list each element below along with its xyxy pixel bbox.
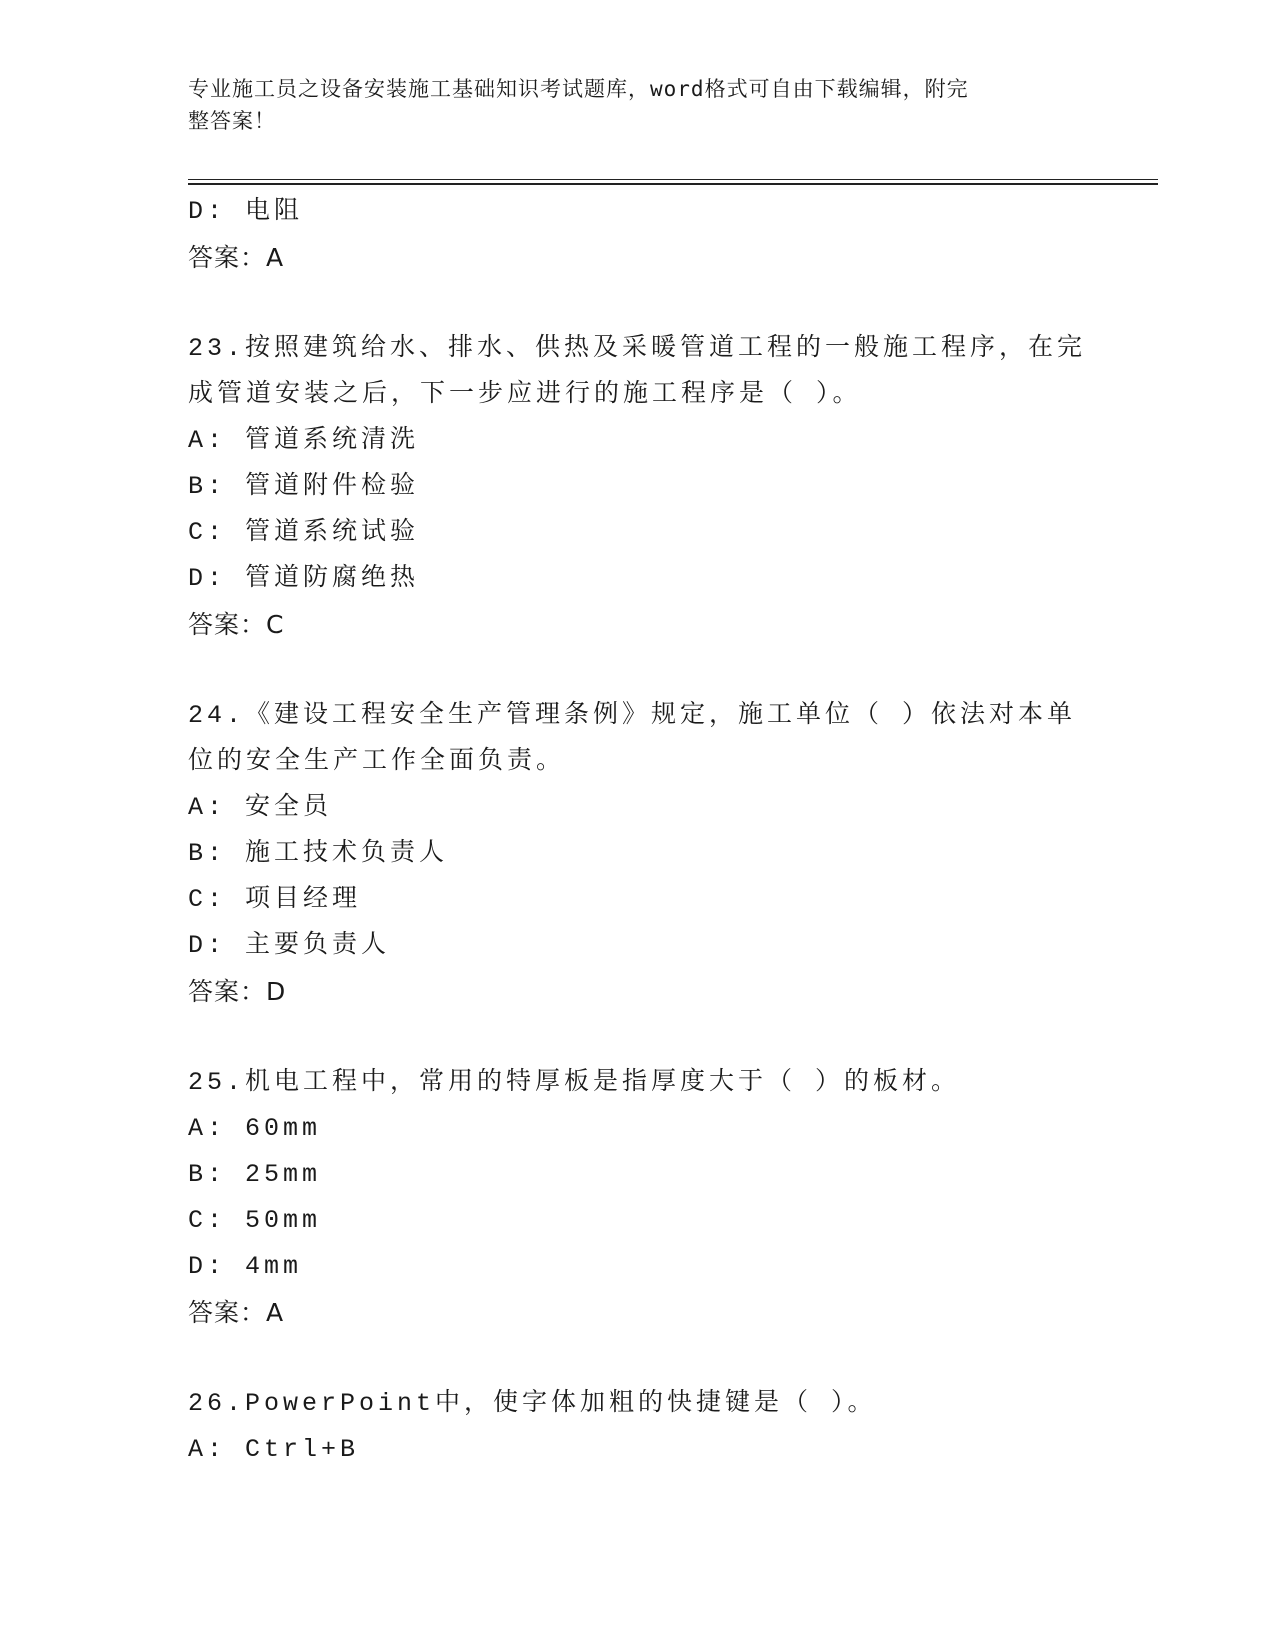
q26-stem-line-1: 26.PowerPoint中，使字体加粗的快捷键是（ ）。: [188, 1389, 877, 1418]
spacer: [188, 281, 1148, 326]
header-divider-thick: [188, 183, 1158, 185]
question-24: [188, 693, 1148, 1015]
question-25: [188, 1060, 1148, 1336]
q25-stem-line-1: 25.机电工程中，常用的特厚板是指厚度大于（ ）的板材。: [188, 1068, 961, 1097]
q24-answer: 答案：D: [188, 977, 287, 1006]
q22-answer: 答案：A: [188, 243, 285, 272]
document-header: [188, 73, 1068, 137]
q24-stem-line-1: 24.《建设工程安全生产管理条例》规定，施工单位（ ）依法对本单: [188, 701, 1077, 730]
header-line-1: 专业施工员之设备安装施工基础知识考试题库，word格式可自由下载编辑，附完: [188, 77, 969, 101]
q24-stem-line-2: 位的安全生产工作全面负责。: [188, 747, 566, 776]
q23-stem-line-1: 23.按照建筑给水、排水、供热及采暖管道工程的一般施工程序，在完: [188, 334, 1087, 363]
spacer: [188, 1015, 1148, 1060]
question-content: [188, 189, 1148, 1473]
q24-option-b: B: 施工技术负责人: [188, 839, 449, 868]
q23-stem-line-2: 成管道安装之后，下一步应进行的施工程序是（ ）。: [188, 380, 862, 409]
q23-option-a: A: 管道系统清洗: [188, 426, 420, 455]
header-line-2: 整答案！: [188, 109, 276, 133]
q25-answer: 答案：A: [188, 1298, 285, 1327]
question-23: [188, 326, 1148, 648]
q22-option-d: D: 电阻: [188, 197, 304, 226]
q25-option-d: D: 4mm: [188, 1252, 303, 1281]
q26-option-a: A: Ctrl+B: [188, 1435, 360, 1464]
question-22: [188, 189, 1148, 281]
spacer: [188, 1336, 1148, 1381]
q23-option-c: C: 管道系统试验: [188, 518, 420, 547]
q24-option-a: A: 安全员: [188, 793, 333, 822]
q24-option-c: C: 项目经理: [188, 885, 362, 914]
q23-option-b: B: 管道附件检验: [188, 472, 420, 501]
q25-option-c: C: 50mm: [188, 1206, 322, 1235]
q23-option-d: D: 管道防腐绝热: [188, 564, 420, 593]
question-26: [188, 1381, 1148, 1473]
q25-option-a: A: 60mm: [188, 1114, 322, 1143]
spacer: [188, 648, 1148, 693]
q25-option-b: B: 25mm: [188, 1160, 322, 1189]
q24-option-d: D: 主要负责人: [188, 931, 391, 960]
q23-answer: 答案：C: [188, 610, 285, 639]
header-divider-thin: [188, 179, 1158, 180]
